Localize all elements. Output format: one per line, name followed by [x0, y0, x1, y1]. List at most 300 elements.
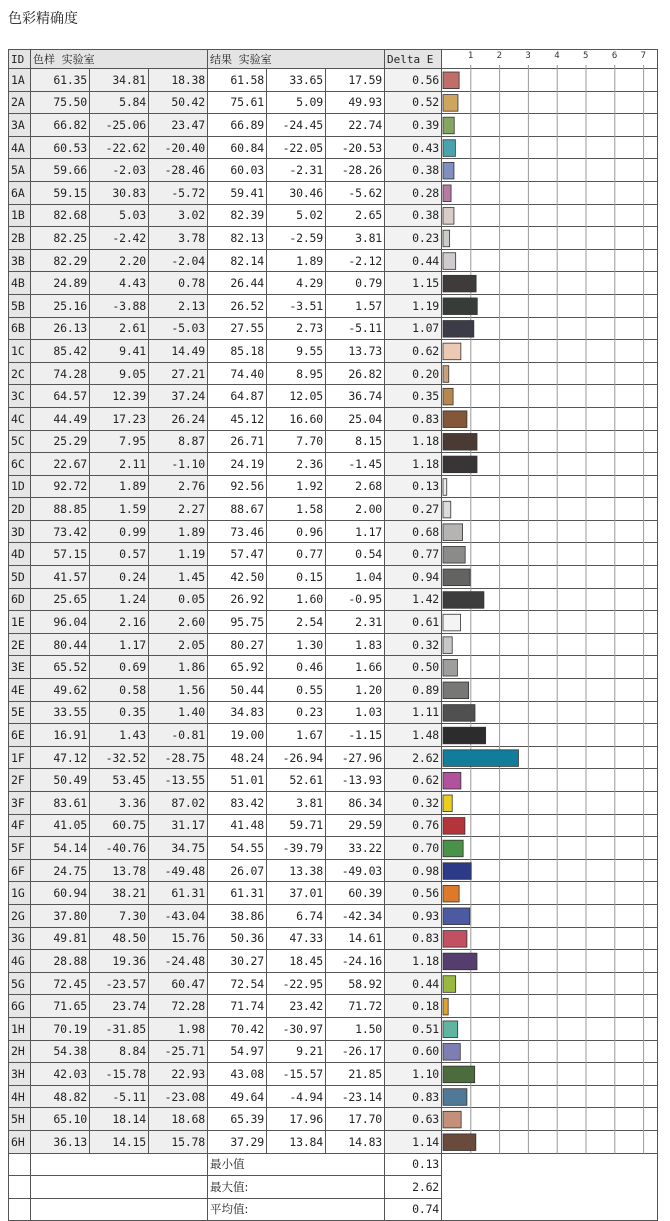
sample-lab-value: 25.65	[31, 588, 90, 611]
sample-lab-value: 30.83	[90, 181, 149, 204]
table-row	[9, 385, 658, 408]
result-lab-value: 54.55	[208, 837, 267, 860]
bar-cell	[442, 769, 658, 792]
table-row	[9, 995, 658, 1018]
delta-e-value: 0.50	[385, 656, 442, 679]
delta-e-value: 1.19	[385, 294, 442, 317]
result-lab-value: 71.72	[326, 995, 385, 1018]
result-lab-value: 71.74	[208, 995, 267, 1018]
sample-lab-value: 1.89	[149, 520, 208, 543]
bar-cell	[442, 633, 658, 656]
summary-value: 0.13	[385, 1153, 442, 1176]
result-lab-value: 26.07	[208, 859, 267, 882]
sample-lab-value: 1.89	[90, 475, 149, 498]
result-lab-value: 43.08	[208, 1063, 267, 1086]
sample-lab-value: -25.06	[90, 114, 149, 137]
result-lab-value: -26.17	[326, 1040, 385, 1063]
sample-lab-value: 17.23	[90, 407, 149, 430]
bar-cell	[442, 340, 658, 363]
row-id: 6B	[9, 317, 31, 340]
result-lab-value: 42.50	[208, 566, 267, 589]
table-row	[9, 882, 658, 905]
delta-e-value: 0.44	[385, 249, 442, 272]
result-lab-value: 16.60	[267, 407, 326, 430]
row-id: 5B	[9, 294, 31, 317]
result-lab-value: -1.45	[326, 453, 385, 476]
sample-lab-value: 2.11	[90, 453, 149, 476]
result-lab-value: 1.57	[326, 294, 385, 317]
result-lab-value: -2.59	[267, 227, 326, 250]
bar-cell	[442, 1085, 658, 1108]
row-id: 4A	[9, 136, 31, 159]
row-id: 4C	[9, 407, 31, 430]
row-id: 1G	[9, 882, 31, 905]
row-id: 6A	[9, 181, 31, 204]
summary-value: 0.74	[385, 1198, 442, 1221]
result-lab-value: -39.79	[267, 837, 326, 860]
row-id: 1E	[9, 611, 31, 634]
sample-lab-value: 65.10	[31, 1108, 90, 1131]
bar-cell	[442, 475, 658, 498]
sample-lab-value: 2.61	[90, 317, 149, 340]
sample-lab-value: 82.25	[31, 227, 90, 250]
result-lab-value: 1.17	[326, 520, 385, 543]
row-id: 1A	[9, 69, 31, 92]
sample-lab-value: 83.61	[31, 792, 90, 815]
result-lab-value: 65.39	[208, 1108, 267, 1131]
result-lab-value: 0.55	[267, 679, 326, 702]
sample-lab-value: 1.86	[149, 656, 208, 679]
sample-lab-value: 3.78	[149, 227, 208, 250]
x-tick-label: 1	[467, 51, 474, 61]
header-sample: 色样 实验室	[31, 50, 208, 69]
table-row	[9, 950, 658, 973]
result-lab-value: 88.67	[208, 498, 267, 521]
bar-cell	[442, 1040, 658, 1063]
sample-lab-value: 1.43	[90, 724, 149, 747]
summary-label: 最小值	[208, 1153, 385, 1176]
result-lab-value: -22.05	[267, 136, 326, 159]
row-id: 2A	[9, 91, 31, 114]
sample-lab-value: 61.35	[31, 69, 90, 92]
result-lab-value: 1.20	[326, 679, 385, 702]
sample-lab-value: -25.71	[149, 1040, 208, 1063]
result-lab-value: -1.15	[326, 724, 385, 747]
sample-lab-value: 14.49	[149, 340, 208, 363]
bar-cell	[442, 430, 658, 453]
result-lab-value: 48.24	[208, 746, 267, 769]
bar-cell	[442, 746, 658, 769]
result-lab-value: 1.60	[267, 588, 326, 611]
table-row	[9, 543, 658, 566]
bar-cell	[442, 814, 658, 837]
sample-lab-value: 8.84	[90, 1040, 149, 1063]
bar-cell	[442, 91, 658, 114]
row-id: 5C	[9, 430, 31, 453]
table-row	[9, 656, 658, 679]
result-lab-value: -42.34	[326, 904, 385, 927]
sample-lab-value: 27.21	[149, 362, 208, 385]
sample-lab-value: 92.72	[31, 475, 90, 498]
row-id: 5A	[9, 159, 31, 182]
result-lab-value: 36.74	[326, 385, 385, 408]
row-id: 3C	[9, 385, 31, 408]
sample-lab-value: 54.38	[31, 1040, 90, 1063]
row-id: 1B	[9, 204, 31, 227]
delta-e-value: 0.38	[385, 204, 442, 227]
sample-lab-value: -22.62	[90, 136, 149, 159]
table-row	[9, 317, 658, 340]
table-row	[9, 1063, 658, 1086]
row-id: 3G	[9, 927, 31, 950]
table-row	[9, 701, 658, 724]
bar-cell	[442, 1108, 658, 1131]
sample-lab-value: 9.41	[90, 340, 149, 363]
sample-lab-value: -23.57	[90, 972, 149, 995]
row-id: 3B	[9, 249, 31, 272]
result-lab-value: 72.54	[208, 972, 267, 995]
result-lab-value: 1.50	[326, 1017, 385, 1040]
result-lab-value: 27.55	[208, 317, 267, 340]
result-lab-value: 2.31	[326, 611, 385, 634]
result-lab-value: 26.52	[208, 294, 267, 317]
sample-lab-value: 2.27	[149, 498, 208, 521]
result-lab-value: 82.13	[208, 227, 267, 250]
sample-lab-value: 13.78	[90, 859, 149, 882]
table-row	[9, 340, 658, 363]
delta-e-value: 0.83	[385, 1085, 442, 1108]
table-row	[9, 611, 658, 634]
row-id: 5D	[9, 566, 31, 589]
result-lab-value: 3.81	[326, 227, 385, 250]
header-result: 结果 实验室	[208, 50, 385, 69]
sample-lab-value: 72.28	[149, 995, 208, 1018]
sample-lab-value: 1.98	[149, 1017, 208, 1040]
sample-lab-value: 64.57	[31, 385, 90, 408]
table-row	[9, 1108, 658, 1131]
sample-lab-value: 22.93	[149, 1063, 208, 1086]
row-id: 1C	[9, 340, 31, 363]
delta-e-value: 0.44	[385, 972, 442, 995]
row-id: 3H	[9, 1063, 31, 1086]
row-id: 2B	[9, 227, 31, 250]
sample-lab-value: 54.14	[31, 837, 90, 860]
table-row	[9, 227, 658, 250]
result-lab-value: 2.68	[326, 475, 385, 498]
result-lab-value: 59.71	[267, 814, 326, 837]
sample-lab-value: -23.08	[149, 1085, 208, 1108]
row-id: 6F	[9, 859, 31, 882]
sample-lab-value: 1.24	[90, 588, 149, 611]
table-row	[9, 837, 658, 860]
table-row	[9, 904, 658, 927]
bar-cell	[442, 385, 658, 408]
delta-e-value: 0.62	[385, 340, 442, 363]
table-row	[9, 69, 658, 92]
delta-e-value: 0.89	[385, 679, 442, 702]
sample-lab-value: 38.21	[90, 882, 149, 905]
page-title: 色彩精确度	[8, 11, 78, 27]
bar-cell	[442, 204, 658, 227]
sample-lab-value: -2.42	[90, 227, 149, 250]
delta-e-value: 0.68	[385, 520, 442, 543]
result-lab-value: 51.01	[208, 769, 267, 792]
sample-lab-value: 19.36	[90, 950, 149, 973]
bar-cell	[442, 294, 658, 317]
result-lab-value: 58.92	[326, 972, 385, 995]
result-lab-value: 2.65	[326, 204, 385, 227]
row-id: 6H	[9, 1130, 31, 1153]
bar-cell	[442, 498, 658, 521]
row-id: 5H	[9, 1108, 31, 1131]
table-row	[9, 927, 658, 950]
delta-e-value: 0.61	[385, 611, 442, 634]
row-id: 6E	[9, 724, 31, 747]
result-lab-value: 2.36	[267, 453, 326, 476]
sample-lab-value: 41.05	[31, 814, 90, 837]
delta-e-value: 1.42	[385, 588, 442, 611]
result-lab-value: -15.57	[267, 1063, 326, 1086]
sample-lab-value: 4.43	[90, 272, 149, 295]
result-lab-value: 18.45	[267, 950, 326, 973]
delta-e-value: 0.35	[385, 385, 442, 408]
delta-e-value: 0.83	[385, 927, 442, 950]
sample-lab-value: 42.03	[31, 1063, 90, 1086]
bar-cell	[442, 882, 658, 905]
sample-lab-value: 41.57	[31, 566, 90, 589]
result-lab-value: 0.46	[267, 656, 326, 679]
row-id: 5F	[9, 837, 31, 860]
table-row	[9, 430, 658, 453]
result-lab-value: 54.97	[208, 1040, 267, 1063]
result-lab-value: 13.38	[267, 859, 326, 882]
bar-cell	[442, 1130, 658, 1153]
table-row	[9, 498, 658, 521]
sample-lab-value: 34.81	[90, 69, 149, 92]
row-id: 3A	[9, 114, 31, 137]
table-row	[9, 136, 658, 159]
result-lab-value: 70.42	[208, 1017, 267, 1040]
result-lab-value: 14.61	[326, 927, 385, 950]
sample-lab-value: 61.31	[149, 882, 208, 905]
bar-cell	[442, 453, 658, 476]
bar-cell	[442, 972, 658, 995]
row-id: 1H	[9, 1017, 31, 1040]
row-id: 4B	[9, 272, 31, 295]
sample-lab-value: 60.47	[149, 972, 208, 995]
delta-e-value: 0.39	[385, 114, 442, 137]
sample-lab-value: 0.69	[90, 656, 149, 679]
row-id: 3D	[9, 520, 31, 543]
result-lab-value: 4.29	[267, 272, 326, 295]
result-lab-value: 60.03	[208, 159, 267, 182]
bar-cell	[442, 724, 658, 747]
sample-lab-value: -24.48	[149, 950, 208, 973]
sample-lab-value: 8.87	[149, 430, 208, 453]
result-lab-value: 2.54	[267, 611, 326, 634]
result-lab-value: 61.31	[208, 882, 267, 905]
color-accuracy-table	[8, 49, 658, 1221]
sample-lab-value: 18.38	[149, 69, 208, 92]
table-row	[9, 588, 658, 611]
result-lab-value: 30.46	[267, 181, 326, 204]
table-row	[9, 1040, 658, 1063]
result-lab-value: 0.77	[267, 543, 326, 566]
row-id: 4G	[9, 950, 31, 973]
result-lab-value: 64.87	[208, 385, 267, 408]
row-id: 6D	[9, 588, 31, 611]
result-lab-value: 17.96	[267, 1108, 326, 1131]
result-lab-value: 49.64	[208, 1085, 267, 1108]
result-lab-value: 73.46	[208, 520, 267, 543]
table-row	[9, 724, 658, 747]
sample-lab-value: 48.50	[90, 927, 149, 950]
sample-lab-value: 88.85	[31, 498, 90, 521]
sample-lab-value: 12.39	[90, 385, 149, 408]
row-id: 3F	[9, 792, 31, 815]
sample-lab-value: 60.53	[31, 136, 90, 159]
table-row	[9, 362, 658, 385]
sample-lab-value: 7.95	[90, 430, 149, 453]
bar-cell	[442, 69, 658, 92]
sample-lab-value: 2.16	[90, 611, 149, 634]
delta-e-value: 0.56	[385, 69, 442, 92]
sample-lab-value: 65.52	[31, 656, 90, 679]
row-id: 2F	[9, 769, 31, 792]
x-tick-label: 4	[554, 51, 560, 61]
sample-lab-value: 2.76	[149, 475, 208, 498]
bar-cell	[442, 543, 658, 566]
result-lab-value: 5.09	[267, 91, 326, 114]
sample-lab-value: -0.81	[149, 724, 208, 747]
row-id: 6G	[9, 995, 31, 1018]
table-row	[9, 859, 658, 882]
result-lab-value: -26.94	[267, 746, 326, 769]
delta-e-value: 1.18	[385, 430, 442, 453]
row-id: 2D	[9, 498, 31, 521]
result-lab-value: -2.12	[326, 249, 385, 272]
header-id: ID	[9, 50, 31, 69]
result-lab-value: 17.70	[326, 1108, 385, 1131]
sample-lab-value: 2.20	[90, 249, 149, 272]
sample-lab-value: 24.75	[31, 859, 90, 882]
sample-lab-value: 3.02	[149, 204, 208, 227]
result-lab-value: 86.34	[326, 792, 385, 815]
sample-lab-value: -32.52	[90, 746, 149, 769]
sample-lab-value: 80.44	[31, 633, 90, 656]
sample-lab-value: -15.78	[90, 1063, 149, 1086]
sample-lab-value: 85.42	[31, 340, 90, 363]
delta-e-value: 0.13	[385, 475, 442, 498]
result-lab-value: -0.95	[326, 588, 385, 611]
table-row	[9, 792, 658, 815]
bar-cell	[442, 588, 658, 611]
result-lab-value: 9.55	[267, 340, 326, 363]
row-id: 5G	[9, 972, 31, 995]
sample-lab-value: 75.50	[31, 91, 90, 114]
delta-e-value: 0.28	[385, 181, 442, 204]
table-row	[9, 566, 658, 589]
row-id: 4E	[9, 679, 31, 702]
result-lab-value: 75.61	[208, 91, 267, 114]
delta-e-value: 0.27	[385, 498, 442, 521]
sample-lab-value: 26.13	[31, 317, 90, 340]
result-lab-value: -30.97	[267, 1017, 326, 1040]
sample-lab-value: -5.03	[149, 317, 208, 340]
result-lab-value: 82.14	[208, 249, 267, 272]
row-id: 1F	[9, 746, 31, 769]
sample-lab-value: 23.74	[90, 995, 149, 1018]
result-lab-value: 57.47	[208, 543, 267, 566]
sample-lab-value: 15.76	[149, 927, 208, 950]
x-tick-label: 2	[496, 51, 503, 61]
result-lab-value: 30.27	[208, 950, 267, 973]
sample-lab-value: 0.05	[149, 588, 208, 611]
bar-cell	[442, 792, 658, 815]
sample-lab-value: 87.02	[149, 792, 208, 815]
sample-lab-value: 28.88	[31, 950, 90, 973]
sample-lab-value: 48.82	[31, 1085, 90, 1108]
row-id: 2G	[9, 904, 31, 927]
sample-lab-value: -43.04	[149, 904, 208, 927]
sample-lab-value: 1.56	[149, 679, 208, 702]
result-lab-value: 9.21	[267, 1040, 326, 1063]
sample-lab-value: 82.68	[31, 204, 90, 227]
summary-row-min	[9, 1153, 658, 1176]
result-lab-value: -4.94	[267, 1085, 326, 1108]
bar-cell	[442, 362, 658, 385]
sample-lab-value: 60.75	[90, 814, 149, 837]
result-lab-value: 13.84	[267, 1130, 326, 1153]
table-row	[9, 181, 658, 204]
sample-lab-value: 5.03	[90, 204, 149, 227]
row-id: 4F	[9, 814, 31, 837]
sample-lab-value: 1.19	[149, 543, 208, 566]
table-row	[9, 249, 658, 272]
sample-lab-value: 3.36	[90, 792, 149, 815]
result-lab-value: 95.75	[208, 611, 267, 634]
sample-lab-value: 31.17	[149, 814, 208, 837]
result-lab-value: -23.14	[326, 1085, 385, 1108]
sample-lab-value: 5.84	[90, 91, 149, 114]
delta-e-value: 0.32	[385, 633, 442, 656]
table-row	[9, 272, 658, 295]
delta-e-value: 0.52	[385, 91, 442, 114]
sample-lab-value: 47.12	[31, 746, 90, 769]
result-lab-value: 1.04	[326, 566, 385, 589]
table-row	[9, 1130, 658, 1153]
x-axis-scale	[442, 50, 658, 69]
result-lab-value: 1.92	[267, 475, 326, 498]
result-lab-value: 3.81	[267, 792, 326, 815]
sample-lab-value: 2.05	[149, 633, 208, 656]
sample-lab-value: 2.60	[149, 611, 208, 634]
bar-cell	[442, 159, 658, 182]
table-row	[9, 972, 658, 995]
sample-lab-value: 57.15	[31, 543, 90, 566]
result-lab-value: 66.89	[208, 114, 267, 137]
result-lab-value: 60.84	[208, 136, 267, 159]
row-id: 2H	[9, 1040, 31, 1063]
bar-cell	[442, 520, 658, 543]
delta-e-value: 1.14	[385, 1130, 442, 1153]
delta-e-value: 0.32	[385, 792, 442, 815]
result-lab-value: 26.44	[208, 272, 267, 295]
sample-lab-value: 53.45	[90, 769, 149, 792]
result-lab-value: 1.03	[326, 701, 385, 724]
sample-lab-value: -13.55	[149, 769, 208, 792]
bar-cell	[442, 317, 658, 340]
